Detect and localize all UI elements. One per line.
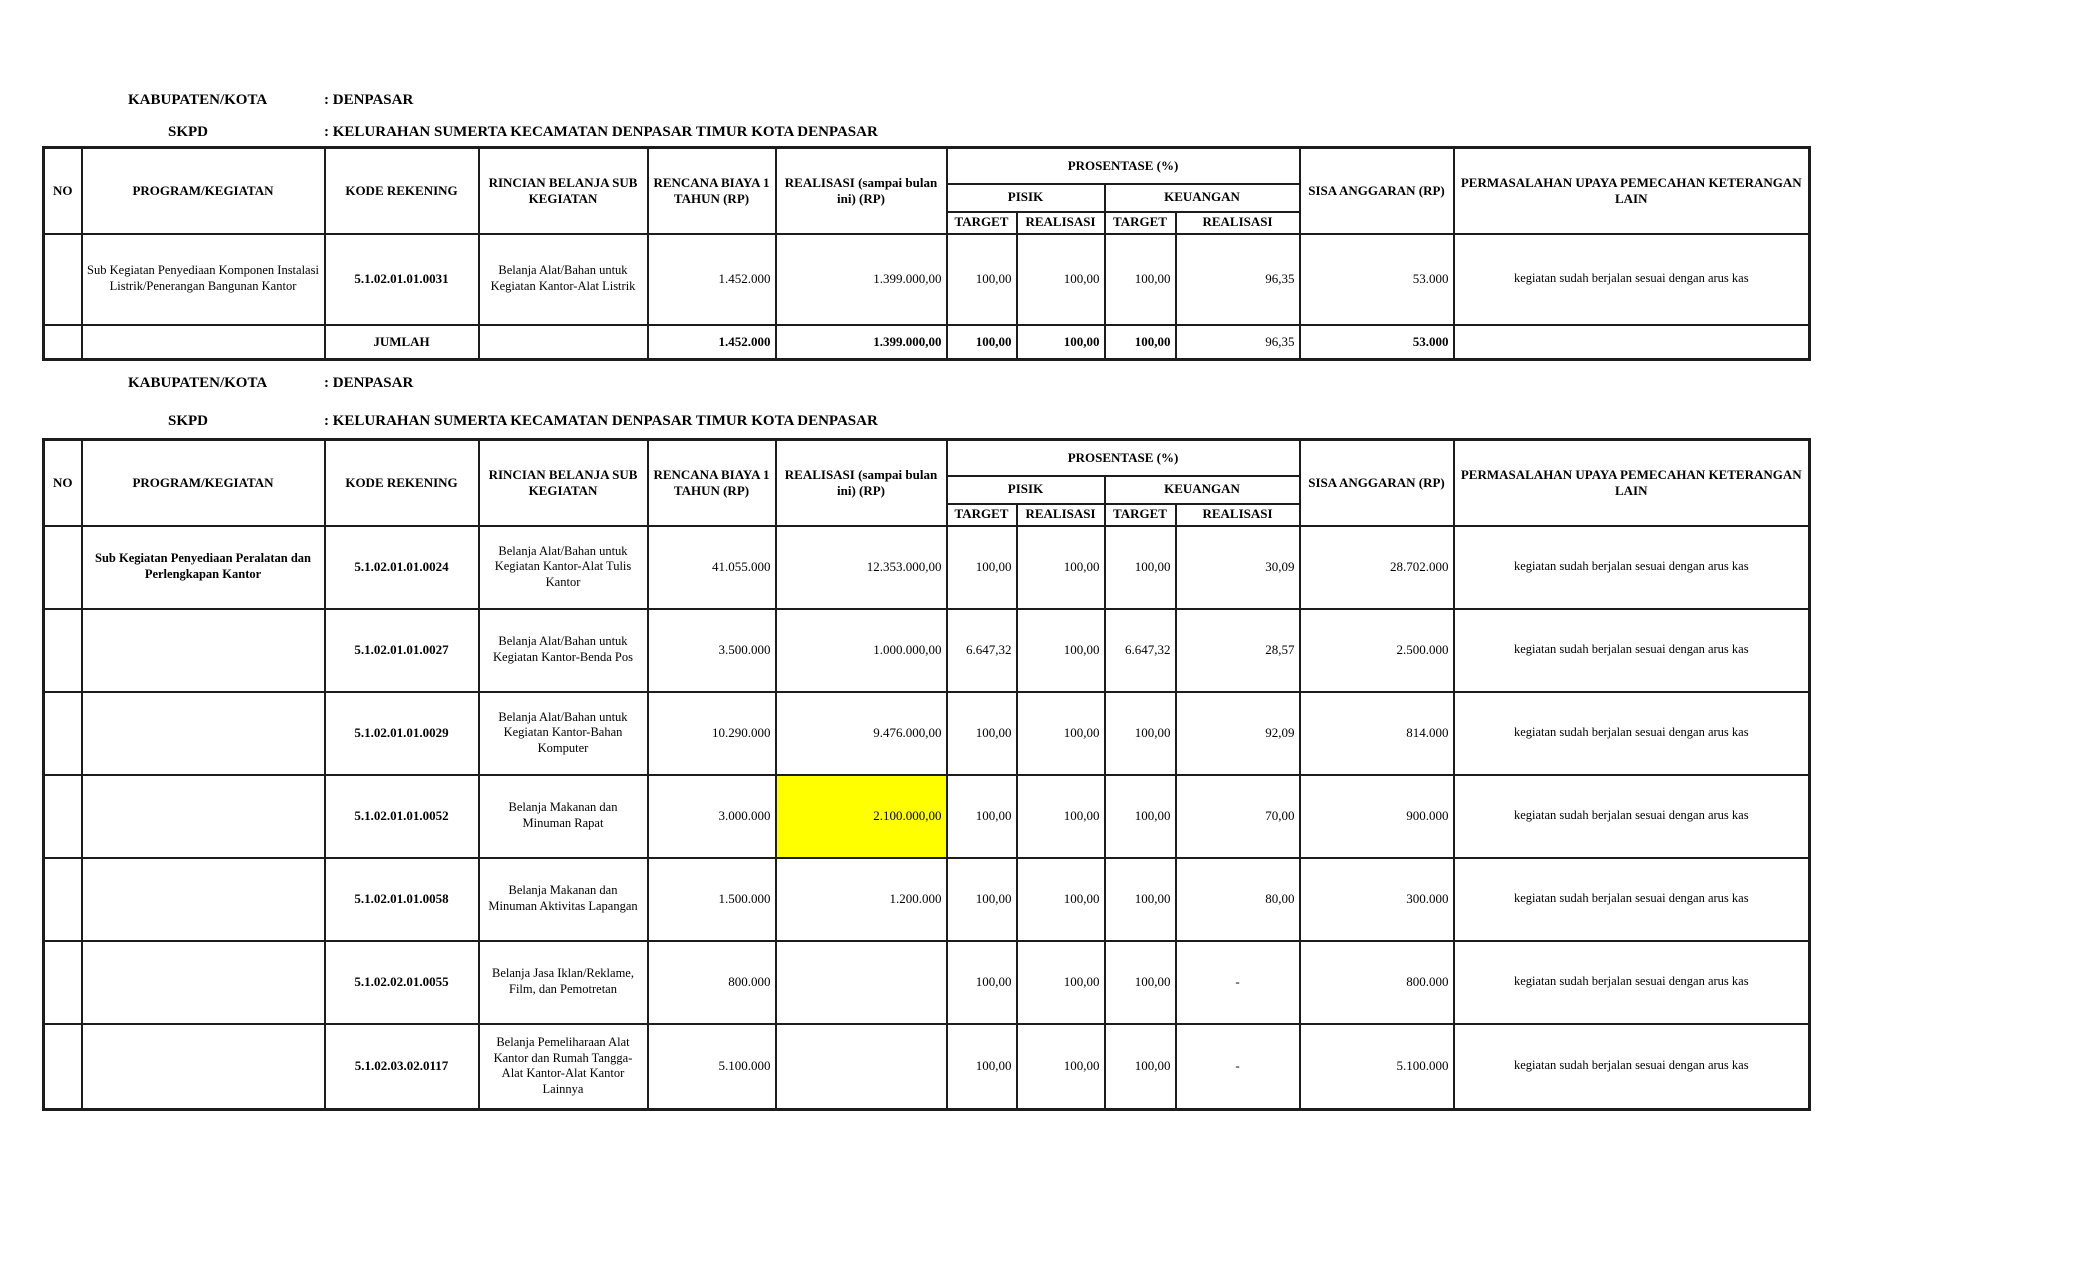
sisa-cell: 800.000 [1300, 941, 1454, 1024]
rencana-cell: 5.100.000 [648, 1024, 776, 1110]
rencana-cell: 800.000 [648, 941, 776, 1024]
keu-target-cell: 100,00 [1105, 775, 1176, 858]
table-row [44, 941, 1810, 1024]
pisik-target-cell: 100,00 [947, 775, 1017, 858]
kode-cell: 5.1.02.01.01.0027 [325, 609, 479, 692]
kabupaten-label-1: KABUPATEN/KOTA [128, 92, 268, 108]
rincian-cell: Belanja Alat/Bahan untuk Kegiatan Kantor-Alat Listrik [479, 234, 648, 325]
no-cell [44, 1024, 82, 1110]
jumlah-keu-target: 100,00 [1105, 325, 1176, 360]
table-row [44, 775, 1810, 858]
sisa-cell: 300.000 [1300, 858, 1454, 941]
header-no: NO [44, 148, 82, 234]
header-pisik: PISIK [947, 184, 1105, 212]
header-keuangan: KEUANGAN [1105, 476, 1300, 504]
header-sisa: SISA ANGGARAN (RP) [1300, 148, 1454, 234]
pisik-target-cell: 6.647,32 [947, 609, 1017, 692]
keu-realisasi-cell: 96,35 [1176, 234, 1300, 325]
report-table-1 [42, 146, 1811, 361]
header-no: NO [44, 440, 82, 526]
table-row [44, 526, 1810, 609]
realisasi-cell: 9.476.000,00 [776, 692, 947, 775]
jumlah-pisik-realisasi: 100,00 [1017, 325, 1105, 360]
report-table-2 [42, 438, 1811, 1111]
keu-target-cell: 100,00 [1105, 858, 1176, 941]
sisa-cell: 5.100.000 [1300, 1024, 1454, 1110]
keu-realisasi-cell: 28,57 [1176, 609, 1300, 692]
program-cell [82, 325, 325, 360]
header-program: PROGRAM/KEGIATAN [82, 148, 325, 234]
kode-cell: 5.1.02.01.01.0029 [325, 692, 479, 775]
pisik-realisasi-cell: 100,00 [1017, 234, 1105, 325]
header-keu-realisasi: REALISASI [1176, 504, 1300, 526]
permasalahan-cell: kegiatan sudah berjalan sesuai dengan arus kas [1454, 1024, 1810, 1110]
skpd-label-2: SKPD [168, 413, 209, 429]
table-row [44, 234, 1810, 325]
keu-target-cell: 100,00 [1105, 234, 1176, 325]
kabupaten-label-2: KABUPATEN/KOTA [128, 375, 268, 391]
table-header-row [44, 148, 1810, 184]
pisik-target-cell: 100,00 [947, 1024, 1017, 1110]
rencana-cell: 3.500.000 [648, 609, 776, 692]
permasalahan-cell: kegiatan sudah berjalan sesuai dengan arus kas [1454, 775, 1810, 858]
program-cell: Sub Kegiatan Penyediaan Komponen Instalasi Listrik/Penerangan Bangunan Kantor [82, 234, 325, 325]
kode-cell: 5.1.02.01.01.0058 [325, 858, 479, 941]
header-realisasi: REALISASI (sampai bulan ini) (RP) [776, 148, 947, 234]
sisa-cell: 814.000 [1300, 692, 1454, 775]
table-row [44, 858, 1810, 941]
header-kode: KODE REKENING [325, 148, 479, 234]
jumlah-rencana: 1.452.000 [648, 325, 776, 360]
keu-realisasi-cell: - [1176, 941, 1300, 1024]
no-cell [44, 775, 82, 858]
keu-target-cell: 100,00 [1105, 941, 1176, 1024]
header-pisik-target: TARGET [947, 212, 1017, 234]
no-cell [44, 692, 82, 775]
header-keu-target: TARGET [1105, 212, 1176, 234]
header-realisasi: REALISASI (sampai bulan ini) (RP) [776, 440, 947, 526]
rincian-cell: Belanja Alat/Bahan untuk Kegiatan Kantor-Benda Pos [479, 609, 648, 692]
skpd-label-1: SKPD [168, 124, 209, 140]
jumlah-sisa: 53.000 [1300, 325, 1454, 360]
header-rincian: RINCIAN BELANJA SUB KEGIATAN [479, 440, 648, 526]
table-row [44, 609, 1810, 692]
header-prosentase: PROSENTASE (%) [947, 440, 1300, 476]
no-cell [44, 526, 82, 609]
realisasi-cell: 1.000.000,00 [776, 609, 947, 692]
header-rencana: RENCANA BIAYA 1 TAHUN (RP) [648, 148, 776, 234]
sisa-cell: 900.000 [1300, 775, 1454, 858]
permasalahan-cell: kegiatan sudah berjalan sesuai dengan arus kas [1454, 234, 1810, 325]
header-pisik-target: TARGET [947, 504, 1017, 526]
program-cell [82, 692, 325, 775]
jumlah-label: JUMLAH [325, 325, 479, 360]
pisik-realisasi-cell: 100,00 [1017, 941, 1105, 1024]
keu-target-cell: 100,00 [1105, 1024, 1176, 1110]
table-row [44, 692, 1810, 775]
header-rencana: RENCANA BIAYA 1 TAHUN (RP) [648, 440, 776, 526]
pisik-realisasi-cell: 100,00 [1017, 1024, 1105, 1110]
jumlah-pisik-target: 100,00 [947, 325, 1017, 360]
rincian-cell: Belanja Jasa Iklan/Reklame, Film, dan Pemotretan [479, 941, 648, 1024]
program-cell [82, 775, 325, 858]
no-cell [44, 234, 82, 325]
keu-realisasi-cell: - [1176, 1024, 1300, 1110]
permasalahan-cell: kegiatan sudah berjalan sesuai dengan arus kas [1454, 692, 1810, 775]
highlighted-realisasi-cell: 2.100.000,00 [776, 775, 947, 858]
realisasi-cell: 1.200.000 [776, 858, 947, 941]
header-kode: KODE REKENING [325, 440, 479, 526]
program-cell [82, 1024, 325, 1110]
jumlah-permasalahan [1454, 325, 1810, 360]
kode-cell: 5.1.02.01.01.0052 [325, 775, 479, 858]
rincian-cell: Belanja Makanan dan Minuman Aktivitas Lapangan [479, 858, 648, 941]
realisasi-cell [776, 1024, 947, 1110]
sisa-cell: 53.000 [1300, 234, 1454, 325]
pisik-realisasi-cell: 100,00 [1017, 609, 1105, 692]
permasalahan-cell: kegiatan sudah berjalan sesuai dengan arus kas [1454, 858, 1810, 941]
sisa-cell: 28.702.000 [1300, 526, 1454, 609]
pisik-target-cell: 100,00 [947, 692, 1017, 775]
program-cell [82, 858, 325, 941]
program-cell [82, 609, 325, 692]
rencana-cell: 1.452.000 [648, 234, 776, 325]
keu-realisasi-cell: 80,00 [1176, 858, 1300, 941]
realisasi-cell: 1.399.000,00 [776, 234, 947, 325]
jumlah-row [44, 325, 1810, 360]
skpd-value-1: : KELURAHAN SUMERTA KECAMATAN DENPASAR TIMUR KOTA DENPASAR [324, 124, 878, 140]
pisik-realisasi-cell: 100,00 [1017, 526, 1105, 609]
kode-cell: 5.1.02.03.02.0117 [325, 1024, 479, 1110]
header-program: PROGRAM/KEGIATAN [82, 440, 325, 526]
permasalahan-cell: kegiatan sudah berjalan sesuai dengan arus kas [1454, 609, 1810, 692]
pisik-realisasi-cell: 100,00 [1017, 858, 1105, 941]
sisa-cell: 2.500.000 [1300, 609, 1454, 692]
header-sisa: SISA ANGGARAN (RP) [1300, 440, 1454, 526]
no-cell [44, 609, 82, 692]
kode-cell: 5.1.02.01.01.0031 [325, 234, 479, 325]
pisik-realisasi-cell: 100,00 [1017, 692, 1105, 775]
kode-cell: 5.1.02.01.01.0024 [325, 526, 479, 609]
keu-realisasi-cell: 30,09 [1176, 526, 1300, 609]
kabupaten-value-1: : DENPASAR [324, 92, 414, 108]
keu-target-cell: 100,00 [1105, 526, 1176, 609]
table-row [44, 1024, 1810, 1110]
rencana-cell: 41.055.000 [648, 526, 776, 609]
header-pisik: PISIK [947, 476, 1105, 504]
kabupaten-value-2: : DENPASAR [324, 375, 414, 391]
header-rincian: RINCIAN BELANJA SUB KEGIATAN [479, 148, 648, 234]
no-cell [44, 941, 82, 1024]
header-pisik-realisasi: REALISASI [1017, 212, 1105, 234]
rincian-cell: Belanja Pemeliharaan Alat Kantor dan Rumah Tangga-Alat Kantor-Alat Kantor Lainnya [479, 1024, 648, 1110]
no-cell [44, 858, 82, 941]
header-pisik-realisasi: REALISASI [1017, 504, 1105, 526]
rencana-cell: 1.500.000 [648, 858, 776, 941]
header-keu-realisasi: REALISASI [1176, 212, 1300, 234]
keu-realisasi-cell: 92,09 [1176, 692, 1300, 775]
header-keuangan: KEUANGAN [1105, 184, 1300, 212]
kode-cell: 5.1.02.02.01.0055 [325, 941, 479, 1024]
permasalahan-cell: kegiatan sudah berjalan sesuai dengan arus kas [1454, 526, 1810, 609]
realisasi-cell: 12.353.000,00 [776, 526, 947, 609]
rincian-cell: Belanja Alat/Bahan untuk Kegiatan Kantor-Bahan Komputer [479, 692, 648, 775]
permasalahan-cell: kegiatan sudah berjalan sesuai dengan arus kas [1454, 941, 1810, 1024]
program-cell [82, 941, 325, 1024]
pisik-target-cell: 100,00 [947, 941, 1017, 1024]
pisik-target-cell: 100,00 [947, 234, 1017, 325]
header-permasalahan: PERMASALAHAN UPAYA PEMECAHAN KETERANGAN LAIN [1454, 440, 1810, 526]
jumlah-keu-realisasi: 96,35 [1176, 325, 1300, 360]
rincian-cell [479, 325, 648, 360]
jumlah-realisasi: 1.399.000,00 [776, 325, 947, 360]
no-cell [44, 325, 82, 360]
keu-target-cell: 100,00 [1105, 692, 1176, 775]
keu-target-cell: 6.647,32 [1105, 609, 1176, 692]
realisasi-cell [776, 941, 947, 1024]
rincian-cell: Belanja Alat/Bahan untuk Kegiatan Kantor-Alat Tulis Kantor [479, 526, 648, 609]
pisik-target-cell: 100,00 [947, 858, 1017, 941]
rincian-cell: Belanja Makanan dan Minuman Rapat [479, 775, 648, 858]
rencana-cell: 3.000.000 [648, 775, 776, 858]
table-header-row [44, 440, 1810, 476]
skpd-value-2: : KELURAHAN SUMERTA KECAMATAN DENPASAR TIMUR KOTA DENPASAR [324, 413, 878, 429]
header-keu-target: TARGET [1105, 504, 1176, 526]
rencana-cell: 10.290.000 [648, 692, 776, 775]
header-prosentase: PROSENTASE (%) [947, 148, 1300, 184]
header-permasalahan: PERMASALAHAN UPAYA PEMECAHAN KETERANGAN LAIN [1454, 148, 1810, 234]
keu-realisasi-cell: 70,00 [1176, 775, 1300, 858]
program-cell: Sub Kegiatan Penyediaan Peralatan dan Perlengkapan Kantor [82, 526, 325, 609]
pisik-target-cell: 100,00 [947, 526, 1017, 609]
pisik-realisasi-cell: 100,00 [1017, 775, 1105, 858]
